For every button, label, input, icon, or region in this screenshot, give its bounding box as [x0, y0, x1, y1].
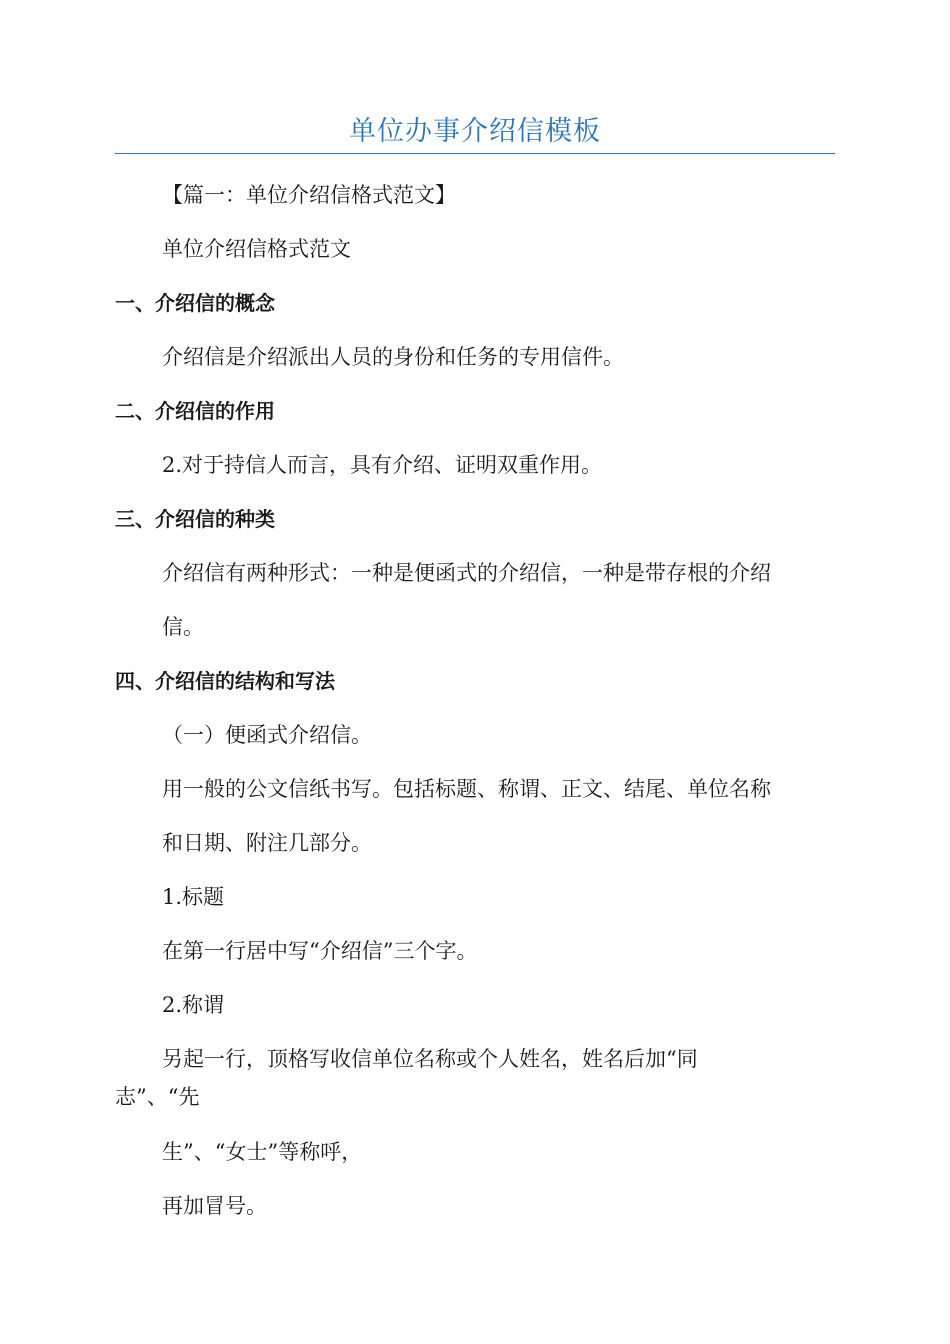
- paragraph-continuation: 和日期、附注几部分。: [162, 831, 372, 855]
- subheading: （一）便函式介绍信。: [162, 723, 372, 747]
- paragraph: 单位介绍信格式范文: [162, 237, 351, 261]
- paragraph: 2.对于持信人而言，具有介绍、证明双重作用。: [162, 453, 603, 477]
- paragraph: 介绍信是介绍派出人员的身份和任务的专用信件。: [162, 345, 624, 369]
- paragraph: 另起一行，顶格写收信单位名称或个人姓名，姓名后加“同: [162, 1047, 698, 1071]
- heading-structure: 四、介绍信的结构和写法: [115, 669, 335, 693]
- heading-concept: 一、介绍信的概念: [115, 291, 275, 315]
- heading-function: 二、介绍信的作用: [115, 399, 275, 423]
- paragraph: 生”、“女士”等称呼，: [162, 1140, 363, 1164]
- paragraph: 在第一行居中写“介绍信”三个字。: [162, 939, 478, 963]
- paragraph: 介绍信有两种形式：一种是便函式的介绍信，一种是带存根的介绍: [162, 561, 771, 585]
- list-item-title: 1.标题: [162, 885, 225, 909]
- section-label: 【篇一：单位介绍信格式范文】: [162, 183, 456, 207]
- heading-types: 三、介绍信的种类: [115, 507, 275, 531]
- paragraph: 再加冒号。: [162, 1194, 267, 1218]
- document-title: 单位办事介绍信模板: [349, 116, 601, 147]
- list-item-salutation: 2.称谓: [162, 993, 225, 1017]
- paragraph-continuation: 信。: [162, 615, 204, 639]
- paragraph-continuation: 志”、“先: [115, 1085, 200, 1109]
- paragraph: 用一般的公文信纸书写。包括标题、称谓、正文、结尾、单位名称: [162, 777, 771, 801]
- title-underline: [115, 153, 835, 154]
